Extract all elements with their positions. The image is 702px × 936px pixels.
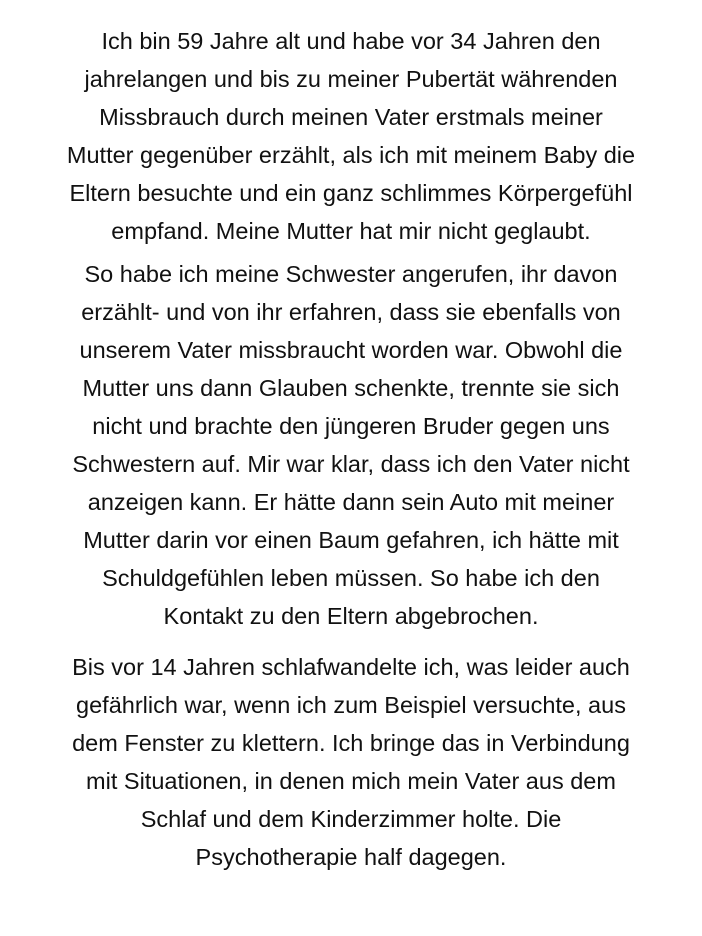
paragraph-line: anzeigen kann. Er hätte dann sein Auto mit meiner <box>87 489 615 515</box>
paragraph-line: erzählt- und von ihr erfahren, dass sie ebenfalls von <box>81 299 621 325</box>
paragraph-1 <box>0 22 702 250</box>
paragraph-line: Schuldgefühlen leben müssen. So habe ich den <box>102 565 600 591</box>
paragraph-line: Ich bin 59 Jahre alt und habe vor 34 Jahren den <box>101 28 601 54</box>
paragraph-line: Mutter gegenüber erzählt, als ich mit meinem Baby die <box>66 142 636 168</box>
paragraph-line: So habe ich meine Schwester angerufen, ihr davon <box>84 261 618 287</box>
paragraph-line: empfand. Meine Mutter hat mir nicht geglaubt. <box>111 218 591 244</box>
paragraph-line: jahrelangen und bis zu meiner Pubertät währenden <box>84 66 618 92</box>
paragraph-line: Missbrauch durch meinen Vater erstmals meiner <box>99 104 603 130</box>
paragraph-2 <box>0 255 702 635</box>
paragraph-line: Bis vor 14 Jahren schlafwandelte ich, was leider auch <box>72 654 630 680</box>
paragraph-line: Mutter darin vor einen Baum gefahren, ich hätte mit <box>83 527 619 553</box>
paragraph-line: mit Situationen, in denen mich mein Vater aus dem <box>86 768 616 794</box>
paragraph-line: Kontakt zu den Eltern abgebrochen. <box>163 603 539 629</box>
paragraph-line: Schwestern auf. Mir war klar, dass ich den Vater nicht <box>72 451 630 477</box>
paragraph-line: Schlaf und dem Kinderzimmer holte. Die <box>140 806 562 832</box>
paragraph-line: dem Fenster zu klettern. Ich bringe das in Verbindung <box>72 730 630 756</box>
paragraph-line: nicht und brachte den jüngeren Bruder gegen uns <box>92 413 610 439</box>
paragraph-line: Mutter uns dann Glauben schenkte, trennte sie sich <box>82 375 620 401</box>
paragraph-line: Eltern besuchte und ein ganz schlimmes Körpergefühl <box>69 180 633 206</box>
paragraph-3 <box>0 648 702 876</box>
paragraph-line: unserem Vater missbraucht worden war. Obwohl die <box>79 337 623 363</box>
paragraph-line: gefährlich war, wenn ich zum Beispiel versuchte, aus <box>76 692 626 718</box>
paragraph-line: Psychotherapie half dagegen. <box>195 844 507 870</box>
